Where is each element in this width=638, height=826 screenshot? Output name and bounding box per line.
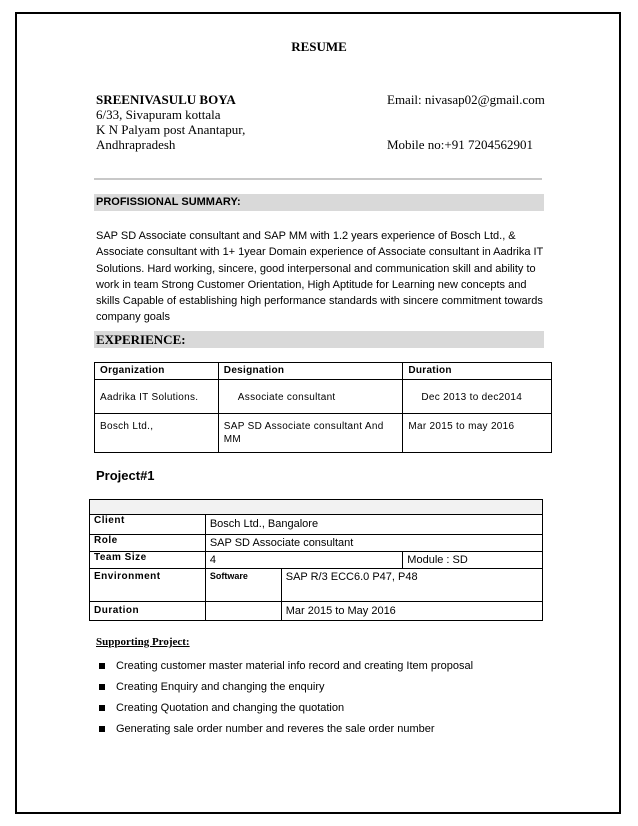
- summary-text: SAP SD Associate consultant and SAP MM with 1.2 years experience of Bosch Ltd., & Associate consultant with 1+ 1year Domain experience of Associate consultant in Aadrika IT Solutions. Hard working, sincere, good interpersonal and communication skill and ability to work in team Strong Customer Orientation, High Aptitude for Learning new concepts and skills Capable of establishing high performance standards with sincere commitment towards company goals: [96, 230, 544, 324]
- address-line-3: Andhrapradesh: [96, 137, 176, 152]
- col-organization: Organization: [95, 363, 219, 380]
- module-value: Module : SD: [403, 552, 543, 569]
- environment-label: Environment: [90, 569, 206, 602]
- project-blank-row: [90, 500, 543, 515]
- divider: [94, 178, 542, 180]
- bullet-icon: [99, 726, 105, 732]
- org-cell: Aadrika IT Solutions.: [95, 380, 219, 414]
- team-value: 4: [205, 552, 402, 569]
- address-line-1: 6/33, Sivapuram kottala: [96, 107, 221, 122]
- col-duration: Duration: [403, 363, 552, 380]
- project-table: [89, 499, 543, 621]
- mobile-text: Mobile no:+91 7204562901: [387, 137, 533, 152]
- address-line-2: K N Palyam post Anantapur,: [96, 122, 246, 137]
- table-row: [95, 380, 552, 414]
- duration-cell: Mar 2015 to may 2016: [403, 414, 552, 453]
- list-item: Creating customer master material info record and creating Item proposal: [96, 656, 546, 677]
- table-row: [90, 535, 543, 552]
- duration-label: Duration: [90, 602, 206, 621]
- list-item: Creating Quotation and changing the quotation: [96, 698, 546, 719]
- designation-cell: Associate consultant: [218, 380, 403, 414]
- summary-heading: PROFISSIONAL SUMMARY:: [94, 194, 544, 211]
- page-title: RESUME: [291, 39, 347, 54]
- experience-heading: EXPERIENCE:: [94, 331, 544, 348]
- list-item: Creating Enquiry and changing the enquiry: [96, 677, 546, 698]
- team-label: Team Size: [90, 552, 206, 569]
- bullet-icon: [99, 684, 105, 690]
- duration-cell: Dec 2013 to dec2014: [403, 380, 552, 414]
- project-heading: Project#1: [96, 468, 155, 483]
- software-label: Software: [205, 569, 281, 602]
- bullet-icon: [99, 663, 105, 669]
- table-row: [90, 515, 543, 535]
- email-text: Email: nivasap02@gmail.com: [387, 92, 545, 107]
- table-row: [95, 414, 552, 453]
- table-row: [90, 602, 543, 621]
- candidate-name: SREENIVASULU BOYA: [96, 92, 236, 107]
- org-cell: Bosch Ltd.,: [95, 414, 219, 453]
- supporting-list: [96, 656, 546, 740]
- designation-cell: SAP SD Associate consultant And MM: [218, 414, 403, 453]
- bullet-icon: [99, 705, 105, 711]
- duration-value: Mar 2015 to May 2016: [281, 602, 542, 621]
- table-row: [90, 569, 543, 602]
- supporting-heading: Supporting Project:: [96, 636, 190, 648]
- list-item: Generating sale order number and reveres the sale order number: [96, 719, 546, 740]
- experience-table: [94, 362, 552, 453]
- table-row: [90, 552, 543, 569]
- contact-left: [96, 92, 245, 152]
- role-label: Role: [90, 535, 206, 552]
- client-label: Client: [90, 515, 206, 535]
- col-designation: Designation: [218, 363, 403, 380]
- table-header-row: [95, 363, 552, 380]
- software-value: SAP R/3 ECC6.0 P47, P48: [281, 569, 542, 602]
- role-value: SAP SD Associate consultant: [205, 535, 542, 552]
- client-value: Bosch Ltd., Bangalore: [205, 515, 542, 535]
